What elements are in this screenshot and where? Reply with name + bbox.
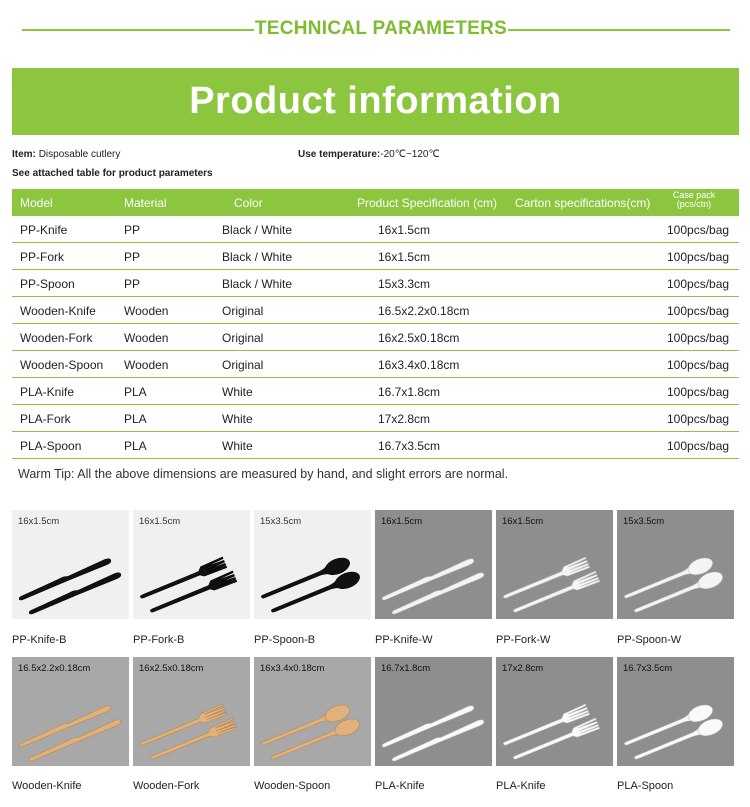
cell-material: PP	[124, 250, 141, 264]
product-photo	[254, 510, 371, 619]
temperature-label: Use temperature:	[298, 149, 381, 160]
photo-size-label: 15x3.5cm	[623, 516, 665, 527]
photo-size-label: 16x1.5cm	[502, 516, 544, 527]
cell-spec: 16x1.5cm	[378, 250, 431, 264]
cell-material: PP	[124, 223, 141, 237]
temperature-value: -20℃~120℃	[380, 149, 440, 160]
photo-caption: PP-Spoon-B	[254, 634, 316, 646]
cell-case-pack: 100pcs/bag	[667, 277, 730, 291]
photo-size-label: 16x2.5x0.18cm	[139, 663, 204, 674]
photo-caption: PLA-Knife	[375, 780, 425, 792]
header-material: Material	[124, 196, 167, 210]
table-note: See attached table for product parameters	[12, 168, 213, 179]
cell-color: Original	[222, 331, 264, 345]
header-carton: Carton specifications(cm)	[515, 196, 651, 210]
item-label: Item:	[12, 149, 36, 160]
photo-caption: PP-Knife-W	[375, 634, 433, 646]
temperature-line	[298, 149, 440, 160]
cell-case-pack: 100pcs/bag	[667, 331, 730, 345]
table-row	[12, 405, 739, 432]
cell-case-pack: 100pcs/bag	[667, 412, 730, 426]
product-photo	[133, 510, 250, 619]
product-photo	[12, 510, 129, 619]
photo-caption: PLA-Spoon	[617, 780, 674, 792]
table-header-row	[12, 189, 739, 216]
cell-case-pack: 100pcs/bag	[667, 439, 730, 453]
cell-material: PP	[124, 277, 141, 291]
cell-model: PLA-Spoon	[20, 439, 82, 453]
photo-size-label: 15x3.5cm	[260, 516, 302, 527]
cell-color: White	[222, 385, 253, 399]
cell-model: PLA-Fork	[20, 412, 71, 426]
product-photo	[375, 510, 492, 619]
header-case-pack	[659, 191, 729, 209]
product-photo	[496, 657, 613, 766]
cell-case-pack: 100pcs/bag	[667, 385, 730, 399]
photo-size-label: 16x1.5cm	[18, 516, 60, 527]
photo-size-label: 16x1.5cm	[139, 516, 181, 527]
table-row	[12, 432, 739, 459]
cell-case-pack: 100pcs/bag	[667, 250, 730, 264]
cell-model: Wooden-Spoon	[20, 358, 104, 372]
cell-material: PLA	[124, 439, 147, 453]
cell-color: Original	[222, 358, 264, 372]
cell-spec: 16.5x2.2x0.18cm	[378, 304, 470, 318]
product-photo	[254, 657, 371, 766]
cell-model: PP-Knife	[20, 223, 68, 237]
product-photo	[375, 657, 492, 766]
section-title: TECHNICAL PARAMETERS	[254, 18, 508, 39]
product-photo	[617, 657, 734, 766]
header-spec: Product Specification (cm)	[357, 196, 498, 210]
photo-size-label: 16x3.4x0.18cm	[260, 663, 325, 674]
photo-size-label: 17x2.8cm	[502, 663, 544, 674]
photo-caption: Wooden-Spoon	[254, 780, 331, 792]
cell-material: PLA	[124, 385, 147, 399]
cell-material: Wooden	[124, 331, 169, 345]
photo-size-label: 16.5x2.2x0.18cm	[18, 663, 91, 674]
cell-model: Wooden-Fork	[20, 331, 93, 345]
cell-color: Black / White	[222, 250, 293, 264]
photo-caption: PLA-Knife	[496, 780, 546, 792]
cell-spec: 16x3.4x0.18cm	[378, 358, 460, 372]
product-photo	[133, 657, 250, 766]
cell-model: PP-Spoon	[20, 277, 75, 291]
header-color: Color	[234, 196, 263, 210]
cell-color: Black / White	[222, 223, 293, 237]
warm-tip: Warm Tip: All the above dimensions are measured by hand, and slight errors are normal.	[18, 467, 509, 481]
cell-model: PLA-Knife	[20, 385, 75, 399]
photo-caption: PP-Spoon-W	[617, 634, 682, 646]
photo-size-label: 16x1.5cm	[381, 516, 423, 527]
cell-case-pack: 100pcs/bag	[667, 358, 730, 372]
cell-spec: 16x2.5x0.18cm	[378, 331, 460, 345]
cell-model: PP-Fork	[20, 250, 65, 264]
banner-title: Product information	[189, 80, 562, 122]
header-case-pack-top: Case pack	[672, 190, 716, 200]
note-line	[12, 168, 213, 179]
photo-caption: PP-Knife-B	[12, 634, 67, 646]
table-row	[12, 270, 739, 297]
cell-spec: 16.7x3.5cm	[378, 439, 441, 453]
product-photo	[617, 510, 734, 619]
cell-spec: 17x2.8cm	[378, 412, 431, 426]
cell-color: Black / White	[222, 277, 293, 291]
photo-caption: PP-Fork-B	[133, 634, 185, 646]
photo-caption: Wooden-Knife	[12, 780, 82, 792]
cell-case-pack: 100pcs/bag	[667, 304, 730, 318]
table-row	[12, 378, 739, 405]
header-case-pack-bottom: (pcs/ctn)	[676, 199, 712, 209]
cell-model: Wooden-Knife	[20, 304, 96, 318]
photo-caption: Wooden-Fork	[133, 780, 200, 792]
product-table	[12, 189, 739, 459]
product-photo	[496, 510, 613, 619]
photo-caption: PP-Fork-W	[496, 634, 551, 646]
cell-spec: 15x3.3cm	[378, 277, 431, 291]
cell-color: White	[222, 439, 253, 453]
table-row	[12, 243, 739, 270]
technical-parameters-header	[0, 10, 750, 46]
photo-size-label: 16.7x3.5cm	[623, 663, 673, 674]
item-line	[12, 149, 120, 160]
item-value: Disposable cutlery	[38, 149, 121, 160]
cell-case-pack: 100pcs/bag	[667, 223, 730, 237]
product-info-banner	[12, 68, 739, 135]
header-divider-right	[508, 29, 730, 31]
cell-color: White	[222, 412, 253, 426]
header-model: Model	[20, 196, 53, 210]
cell-spec: 16.7x1.8cm	[378, 385, 441, 399]
photo-size-label: 16.7x1.8cm	[381, 663, 431, 674]
table-row	[12, 324, 739, 351]
header-divider-left	[22, 29, 254, 31]
cell-color: Original	[222, 304, 264, 318]
table-row	[12, 216, 739, 243]
cell-spec: 16x1.5cm	[378, 223, 431, 237]
table-row	[12, 351, 739, 378]
cell-material: Wooden	[124, 304, 169, 318]
table-row	[12, 297, 739, 324]
product-photo	[12, 657, 129, 766]
cell-material: Wooden	[124, 358, 169, 372]
cell-material: PLA	[124, 412, 147, 426]
